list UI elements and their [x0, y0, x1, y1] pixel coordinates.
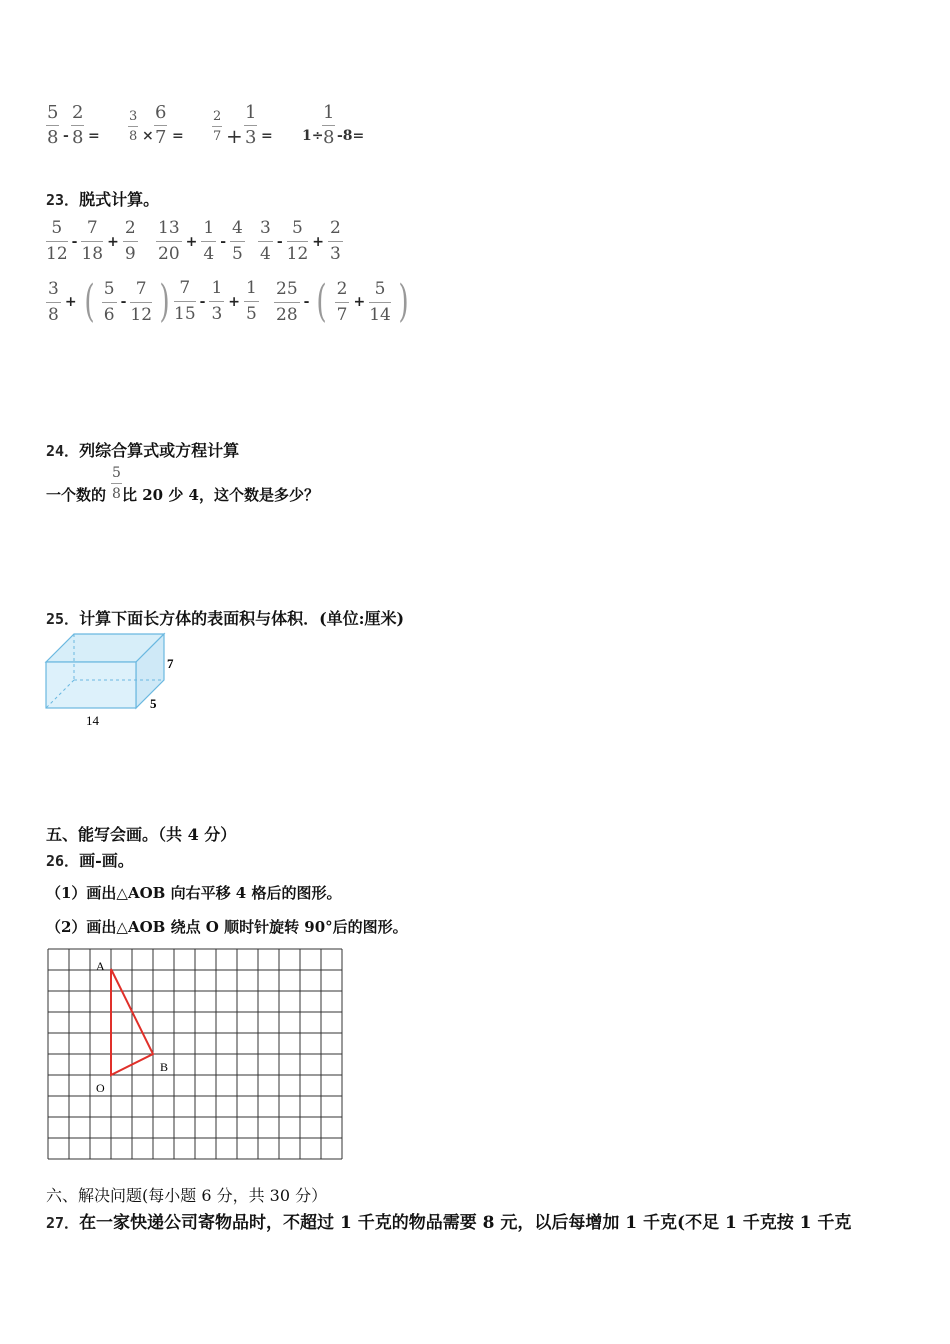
fraction — [258, 220, 273, 263]
point-o-label: O — [96, 1081, 105, 1095]
denominator: 18 — [81, 244, 104, 264]
fraction: 1 8 — [323, 102, 335, 148]
left-paren: ( — [316, 276, 328, 327]
fraction — [174, 280, 196, 323]
fraction — [201, 220, 216, 263]
q23-expression — [174, 280, 259, 323]
fraction — [123, 220, 138, 263]
operator: + — [64, 294, 77, 310]
fraction — [46, 278, 61, 325]
fraction — [369, 278, 391, 325]
numerator: 2 — [330, 218, 341, 238]
q25-heading: 25．计算下面长方体的表面积与体积．(单位:厘米) — [46, 609, 405, 628]
operator: - — [199, 293, 206, 310]
expr-suffix: -8= — [337, 128, 365, 144]
point-b-label: B — [160, 1060, 169, 1074]
fraction — [81, 220, 103, 263]
grid-figure — [40, 944, 350, 1166]
numerator: 3 — [48, 278, 59, 299]
denominator: 12 — [46, 244, 68, 264]
operator: - — [120, 294, 127, 310]
operator: + — [107, 233, 119, 250]
denominator: 6 — [103, 304, 115, 325]
numerator: 4 — [232, 218, 243, 238]
q26-heading: 26．画-画。 — [46, 851, 134, 870]
fraction: 5 8 — [112, 465, 121, 502]
q23-expression — [156, 220, 245, 263]
q23-expression — [274, 276, 412, 327]
q23-expression — [46, 220, 138, 263]
numerator: 7 — [135, 278, 147, 299]
right-paren: ) — [398, 276, 409, 327]
operator: - — [276, 233, 283, 250]
numerator: 7 — [86, 218, 98, 238]
denominator: 9 — [124, 244, 136, 264]
fraction — [335, 278, 350, 325]
numerator: 5 — [292, 218, 303, 238]
operator: × — [142, 128, 154, 144]
right-paren: ) — [159, 276, 170, 327]
fraction — [287, 220, 309, 263]
equals: = — [172, 128, 184, 144]
fraction: 2 7 — [213, 109, 222, 144]
operator: - — [63, 128, 69, 144]
q23-expression — [258, 220, 343, 263]
operator: - — [303, 294, 310, 310]
height-label: 7 — [167, 656, 174, 671]
denominator: 28 — [276, 304, 298, 325]
denominator: 14 — [369, 304, 391, 325]
operator: + — [226, 124, 243, 148]
numerator: 2 — [124, 218, 136, 238]
fraction — [46, 220, 68, 263]
numerator: 13 — [158, 218, 180, 238]
operator: + — [228, 293, 241, 310]
q23-expression — [46, 276, 173, 327]
equals: = — [88, 128, 100, 144]
denominator: 5 — [232, 244, 243, 264]
denominator: 20 — [158, 244, 180, 264]
fraction — [130, 278, 153, 325]
numerator: 5 — [374, 278, 386, 299]
cuboid-front-face — [46, 662, 136, 708]
q27-text: 27．在一家快递公司寄物品时，不超过 1 千克的物品需要 8 元，以后每增加 1 千克(不足 1 千克按 1 千克 — [46, 1213, 852, 1233]
grid — [48, 949, 342, 1159]
length-label: 14 — [86, 713, 99, 728]
denominator: 15 — [174, 304, 196, 324]
numerator: 2 — [336, 278, 348, 299]
point-a-label: A — [96, 959, 105, 973]
numerator: 1 — [246, 278, 257, 298]
fraction: 1 3 — [245, 102, 257, 148]
q24-heading: 24．列综合算式或方程计算 — [46, 441, 240, 460]
fraction — [209, 280, 224, 323]
denominator: 3 — [330, 244, 341, 264]
section-6-title: 六、解决问题(每小题 6 分，共 30 分） — [46, 1186, 328, 1205]
numerator: 3 — [260, 218, 271, 238]
operator: + — [312, 233, 325, 250]
fraction: 6 7 — [155, 102, 167, 148]
q23-heading: 23．脱式计算。 — [46, 190, 160, 209]
operator: - — [220, 233, 227, 250]
expr-prefix: 1÷ — [302, 128, 324, 144]
numerator: 5 — [51, 218, 63, 238]
denominator: 12 — [130, 304, 153, 325]
section-5-title: 五、能写会画。（共 4 分） — [46, 825, 237, 844]
q24-text-pre: 一个数的 — [46, 486, 107, 504]
q26-sub2: （2）画出△AOB 绕点 O 顺时针旋转 90°后的图形。 — [46, 918, 408, 936]
width-label: 5 — [150, 696, 157, 711]
operator: - — [71, 233, 78, 250]
denominator: 12 — [286, 244, 309, 264]
cuboid-figure — [40, 628, 200, 738]
fraction — [274, 278, 300, 325]
numerator: 7 — [179, 278, 191, 298]
denominator: 5 — [246, 304, 257, 324]
denominator: 8 — [48, 304, 59, 325]
fraction: 3 8 — [129, 109, 138, 144]
denominator: 4 — [203, 244, 215, 264]
denominator: 4 — [260, 244, 271, 264]
q26-sub1: （1）画出△AOB 向右平移 4 格后的图形。 — [46, 884, 342, 902]
equals: = — [261, 128, 273, 144]
operator: + — [185, 233, 198, 250]
fraction — [244, 280, 259, 323]
left-paren: ( — [83, 276, 95, 327]
numerator: 25 — [276, 278, 298, 299]
operator: + — [353, 294, 366, 310]
numerator: 1 — [203, 218, 215, 238]
fraction — [328, 220, 343, 263]
fraction — [156, 220, 182, 263]
q24-text-post: 比 20 少 4，这个数是多少？ — [122, 486, 319, 504]
denominator: 3 — [211, 304, 223, 324]
numerator: 5 — [103, 278, 115, 299]
fraction — [102, 278, 117, 325]
fraction — [230, 220, 245, 263]
fraction: 2 8 — [72, 102, 84, 148]
fraction: 5 8 — [47, 102, 59, 148]
numerator: 1 — [211, 278, 223, 298]
denominator: 7 — [336, 304, 348, 325]
